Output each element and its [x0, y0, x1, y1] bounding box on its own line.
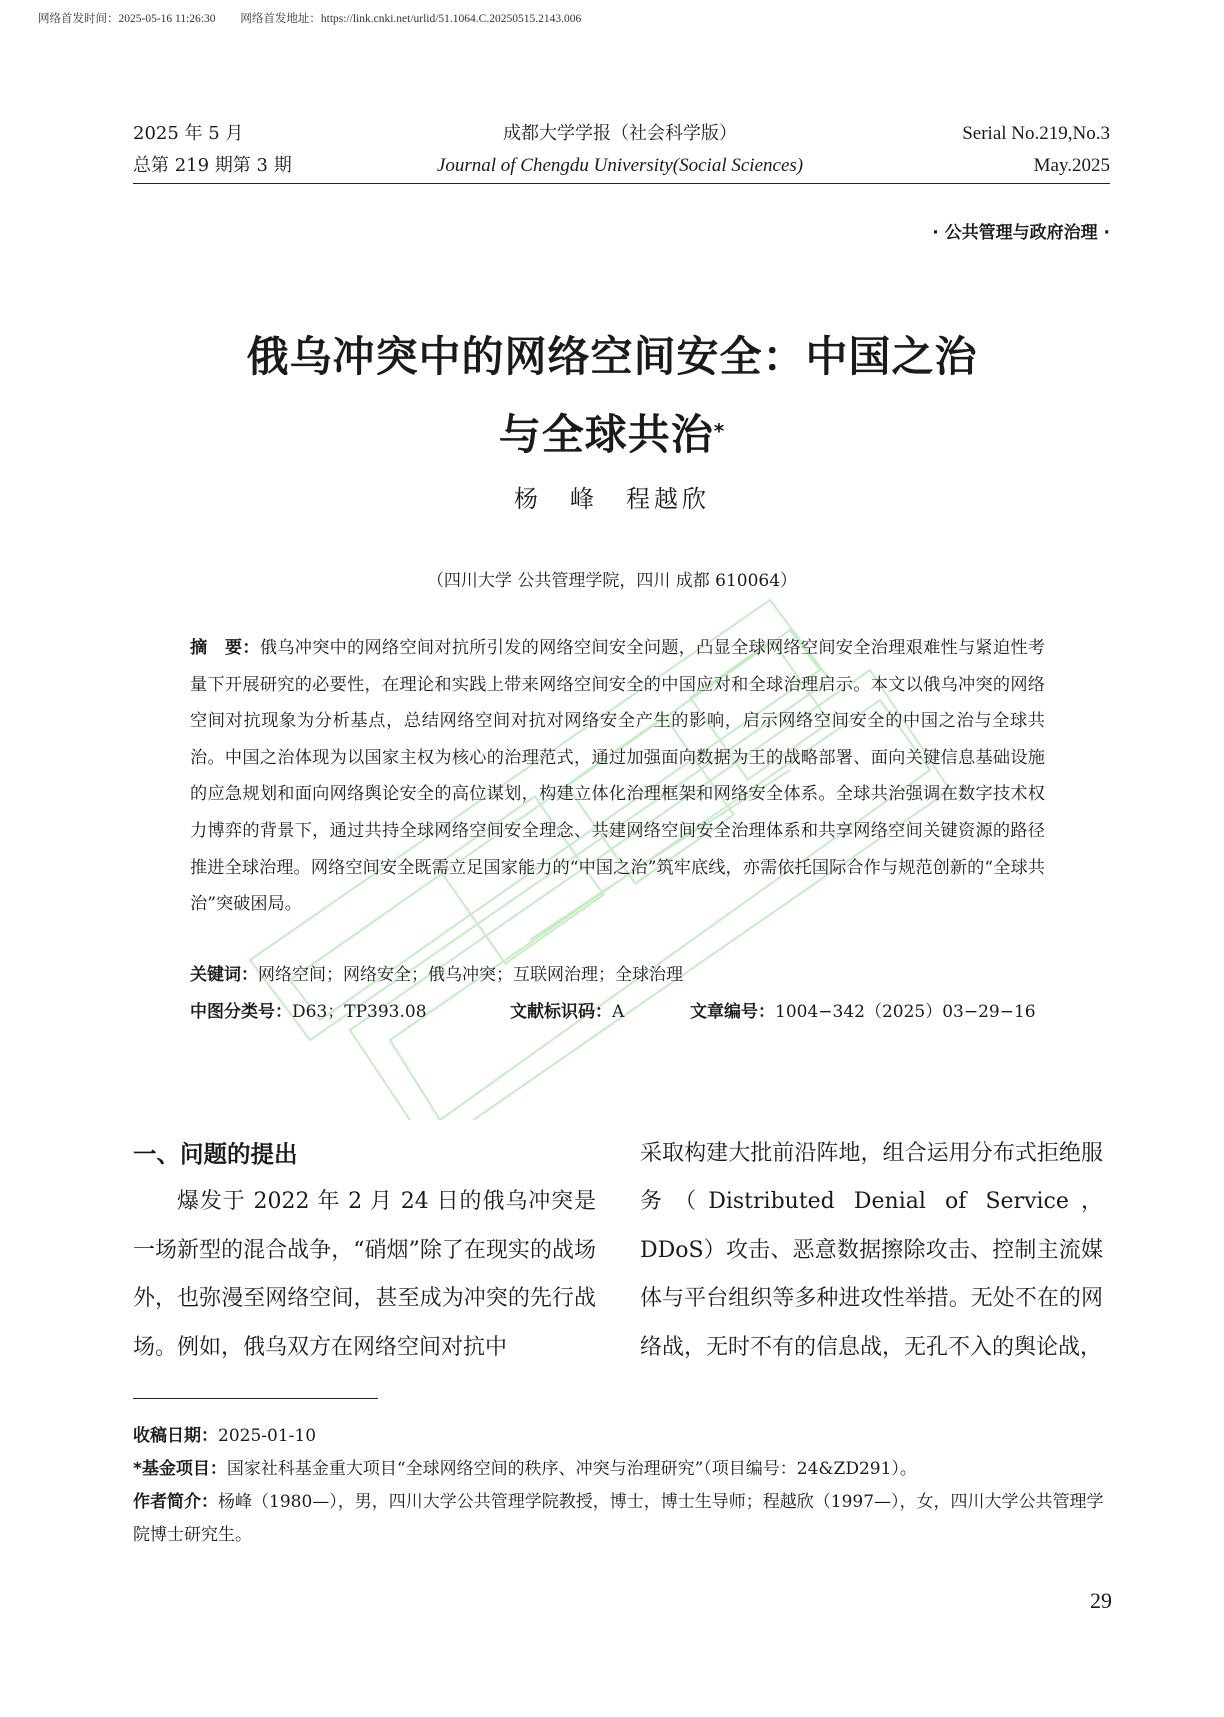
header-rule	[133, 183, 1110, 184]
footnote-received	[133, 1420, 1113, 1453]
header-center	[400, 118, 840, 182]
body-left-column	[133, 1130, 596, 1372]
article-value: 1004−342（2025）03−29−16	[775, 1002, 1036, 1022]
abstract-label: 摘 要：	[190, 638, 260, 658]
article-title	[120, 318, 1104, 474]
header-issue-cn: 总第 219 期第 3 期	[133, 155, 292, 176]
abstract	[190, 630, 1045, 923]
header-date-en: May.2025	[1033, 155, 1110, 176]
column-label: · 公共管理与政府治理 ·	[932, 223, 1110, 243]
author-value: 杨峰（1980—），男，四川大学公共管理学院教授，博士，博士生导师；程越欣（1997—），女，四川大学公共管理学院博士研究生。	[133, 1492, 1104, 1545]
keywords-text: 网络空间；网络安全；俄乌冲突；互联网治理；全球治理	[258, 965, 683, 985]
online-publish-info	[38, 10, 603, 26]
keywords	[190, 960, 683, 985]
affiliation: （四川大学 公共管理学院，四川 成都 610064）	[426, 571, 798, 591]
fund-value: 国家社科基金重大项目“全球网络空间的秩序、冲突与治理研究”（项目编号：24&ZD291）。	[226, 1459, 917, 1479]
classification-line	[190, 997, 427, 1022]
abstract-text: 俄乌冲突中的网络空间对抗所引发的网络空间安全问题，凸显全球网络空间安全治理艰难性与紧迫性考量下开展研究的必要性，在理论和实践上带来网络空间安全的中国应对和全球治理启示。本文以俄乌冲突的网络空间对抗现象为分析基点，总结网络空间对抗对网络安全产生的影响，启示网络空间安全的中国之治与全球共治。中国之治体现为以国家主权为核心的治理范式，通过加强面向数据为王的战略部署、面向关键信息基础设施的应急规划和面向网络舆论安全的高位谋划，构建立体化治理框架和网络安全体系。全球共治强调在数字技术权力博弈的背景下，通过共持全球网络空间安全理念、共建网络空间安全治理体系和共享网络空间关键资源的路径推进全球治理。网络空间安全既需立足国家能力的“中国之治”筑牢底线，亦需依托国际合作与规范创新的“全球共治”突破困局。	[190, 638, 1045, 915]
clc-label: 中图分类号：	[190, 1002, 292, 1022]
title-footnote-mark: *	[713, 419, 726, 443]
clc-value: D63；TP393.08	[292, 1002, 427, 1022]
doc-label: 文献标识码：	[510, 1002, 612, 1022]
publish-time: 网络首发时间：2025-05-16 11:26:30	[38, 13, 216, 25]
received-value: 2025-01-10	[218, 1426, 317, 1446]
keywords-label: 关键词：	[190, 965, 258, 985]
page-number: 29	[1090, 1588, 1112, 1613]
article-label: 文章编号：	[690, 1002, 775, 1022]
received-label: 收稿日期：	[133, 1426, 218, 1446]
publish-url[interactable]: 网络首发地址：https://link.cnki.net/urlid/51.1064.C.20250515.2143.006	[240, 13, 582, 25]
doc-code	[510, 997, 624, 1022]
title-line-2: 与全球共治	[498, 410, 714, 459]
section-heading: 一、问题的提出	[133, 1140, 298, 1168]
journal-name-cn: 成都大学学报（社会科学版）	[503, 123, 737, 144]
article-number	[690, 997, 1036, 1022]
title-line-1: 俄乌冲突中的网络空间安全：中国之治	[246, 332, 978, 381]
header-right	[880, 118, 1110, 182]
footnote-rule	[133, 1398, 378, 1399]
journal-name-en: Journal of Chengdu University(Social Sciences)	[436, 155, 804, 176]
serial-number: Serial No.219,No.3	[962, 123, 1110, 144]
authors: 杨 峰 程越欣	[514, 485, 710, 513]
left-paragraph: 爆发于 2022 年 2 月 24 日的俄乌冲突是一场新型的混合战争，“硝烟”除了在现实的战场外，也弥漫至网络空间，甚至成为冲突的先行战场。例如，俄乌双方在网络空间对抗中	[133, 1189, 596, 1360]
body-right-column	[640, 1130, 1103, 1372]
header-date-cn: 2025 年 5 月	[133, 123, 244, 144]
fund-star: *	[133, 1459, 142, 1479]
footnote-fund	[133, 1453, 1113, 1486]
doc-value: A	[612, 1002, 625, 1022]
author-label: 作者简介：	[133, 1492, 218, 1512]
fund-label: 基金项目：	[141, 1459, 227, 1479]
header-left	[133, 118, 433, 182]
right-paragraph: 采取构建大批前沿阵地，组合运用分布式拒绝服务（Distributed Denial of Service，DDoS）攻击、恶意数据擦除攻击、控制主流媒体与平台组织等多种进攻性举措。无处不在的网络战，无时不有的信息战，无孔不入的舆论战，	[640, 1141, 1103, 1360]
footnote-author	[133, 1486, 1113, 1552]
